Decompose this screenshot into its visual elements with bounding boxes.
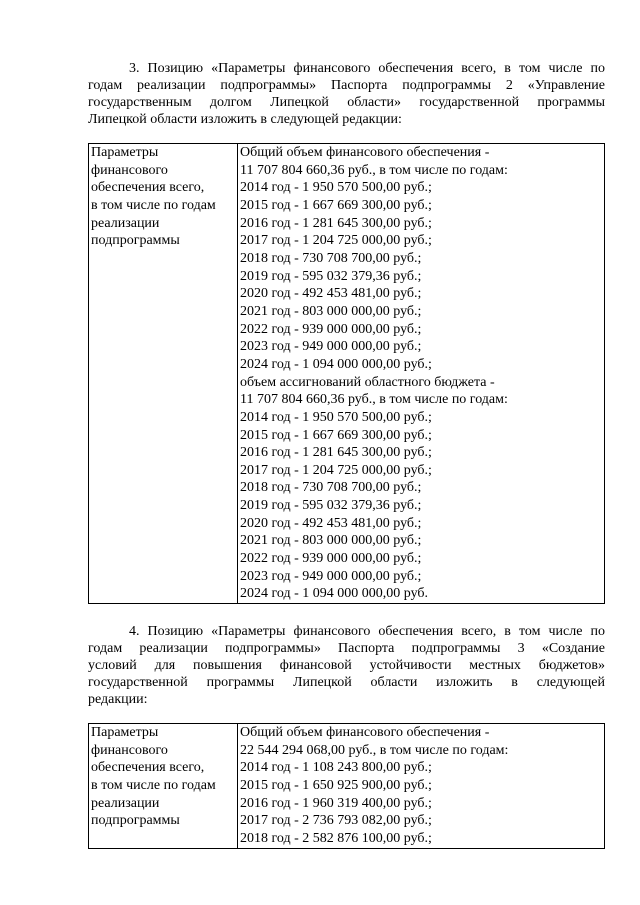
paragraph-line: Липецкой области изложить в следующей редакции: [88, 112, 402, 127]
value-line: 2020 год - 492 453 481,00 руб.; [240, 286, 422, 302]
value-line: 2021 год - 803 000 000,00 руб.; [240, 533, 422, 549]
value-line: 2018 год - 730 708 700,00 руб.; [240, 480, 422, 496]
value-line: 2016 год - 1 960 319 400,00 руб.; [240, 795, 432, 811]
section-3-paragraph [88, 60, 605, 128]
value-line: 2018 год - 2 582 876 100,00 руб.; [240, 831, 432, 846]
value-line: 2024 год - 1 094 000 000,00 руб. [240, 586, 429, 602]
label-line: в том числе по годам [91, 197, 216, 213]
value-line: Общий объем финансового обеспечения - [240, 725, 490, 741]
value-line: 2015 год - 1 667 669 300,00 руб.; [240, 427, 432, 443]
section-4-financing-table [88, 723, 605, 849]
value-line: 2023 год - 949 000 000,00 руб.; [240, 568, 422, 584]
table-row [89, 144, 605, 604]
value-line: 2017 год - 1 204 725 000,00 руб.; [240, 233, 432, 249]
value-line: 11 707 804 660,36 руб., в том числе по годам: [240, 162, 508, 178]
value-line: 2023 год - 949 000 000,00 руб.; [240, 339, 422, 355]
label-line: подпрограммы [91, 233, 180, 249]
value-line: 2022 год - 939 000 000,00 руб.; [240, 551, 422, 567]
value-line: 2018 год - 730 708 700,00 руб.; [240, 250, 422, 266]
label-line: в том числе по годам [91, 778, 216, 794]
section-4-paragraph [88, 623, 605, 708]
label-line: реализации [91, 795, 160, 811]
value-line: 2015 год - 1 667 669 300,00 руб.; [240, 197, 432, 213]
value-line: 2019 год - 595 032 379,36 руб.; [240, 498, 422, 514]
label-line: реализации [91, 215, 160, 231]
paragraph-line: государственным долгом Липецкой области» государственной программы [88, 95, 605, 110]
value-line: 2014 год - 1 108 243 800,00 руб.; [240, 760, 432, 776]
label-line: Параметры [91, 725, 159, 741]
paragraph-line: 3. Позицию «Параметры финансового обеспечения всего, в том числе по [129, 61, 605, 76]
parameter-label-cell [89, 724, 238, 849]
value-line: 2022 год - 939 000 000,00 руб.; [240, 321, 422, 337]
value-line: 2014 год - 1 950 570 500,00 руб.; [240, 180, 432, 196]
section-3 [88, 60, 605, 604]
value-line: 2024 год - 1 094 000 000,00 руб.; [240, 356, 432, 372]
value-line: объем ассигнований областного бюджета - [240, 374, 495, 390]
section-4 [88, 623, 605, 849]
label-line: Параметры [91, 145, 159, 160]
value-line: 2014 год - 1 950 570 500,00 руб.; [240, 409, 432, 425]
label-line: обеспечения всего, [91, 760, 205, 776]
paragraph-line: 4. Позицию «Параметры финансового обеспечения всего, в том числе по [129, 624, 605, 640]
value-line: 2016 год - 1 281 645 300,00 руб.; [240, 215, 432, 231]
section-3-financing-table [88, 143, 605, 604]
value-line: 2020 год - 492 453 481,00 руб.; [240, 515, 422, 531]
paragraph-line: редакции: [88, 692, 148, 708]
label-line: подпрограммы [91, 813, 180, 829]
value-line: 2019 год - 595 032 379,36 руб.; [240, 268, 422, 284]
paragraph-line: годам реализации подпрограммы» Паспорта подпрограммы 3 «Создание [88, 641, 605, 657]
financing-values-cell [238, 144, 605, 604]
value-line: 2021 год - 803 000 000,00 руб.; [240, 303, 422, 319]
financing-values-cell [238, 724, 605, 849]
value-line: Общий объем финансового обеспечения - [240, 145, 490, 160]
label-line: финансового [91, 742, 168, 758]
table-row [89, 724, 605, 849]
value-line: 22 544 294 068,00 руб., в том числе по годам: [240, 742, 509, 758]
paragraph-line: государственной программы Липецкой области изложить в следующей [88, 675, 605, 691]
value-line: 11 707 804 660,36 руб., в том числе по годам: [240, 392, 508, 408]
label-line: финансового [91, 162, 168, 178]
document-page [88, 60, 605, 849]
value-line: 2015 год - 1 650 925 900,00 руб.; [240, 778, 432, 794]
label-line: обеспечения всего, [91, 180, 205, 196]
value-line: 2016 год - 1 281 645 300,00 руб.; [240, 445, 432, 461]
value-line: 2017 год - 1 204 725 000,00 руб.; [240, 462, 432, 478]
parameter-label-cell [89, 144, 238, 604]
paragraph-line: условий для повышения финансовой устойчивости местных бюджетов» [88, 658, 605, 674]
paragraph-line: годам реализации подпрограммы» Паспорта подпрограммы 2 «Управление [88, 78, 605, 93]
value-line: 2017 год - 2 736 793 082,00 руб.; [240, 813, 432, 829]
